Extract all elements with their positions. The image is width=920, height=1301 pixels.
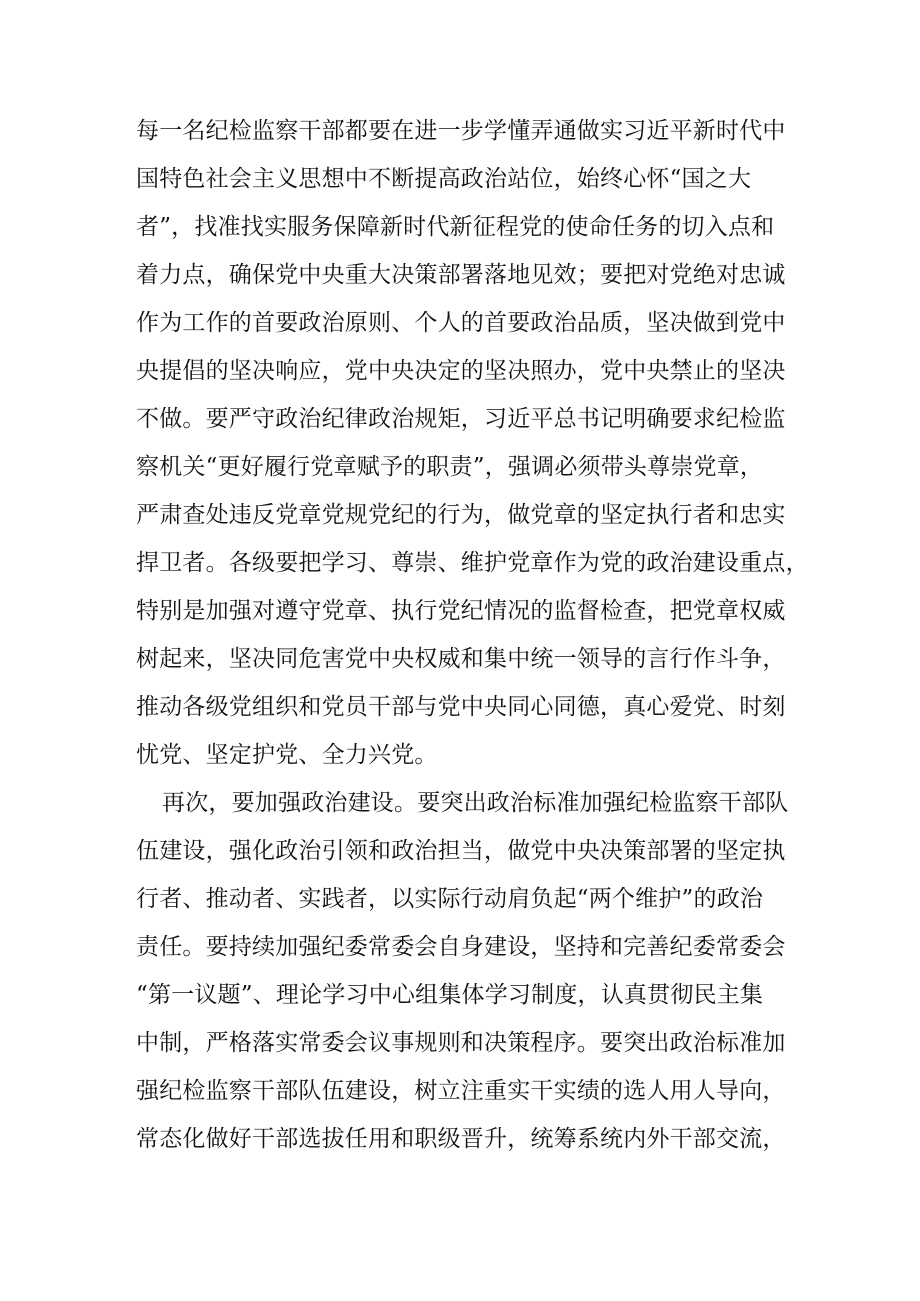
text-line: 忧党、坚定护党、全力兴党。 [136,742,438,768]
text-line: 推动各级党组织和党员干部与党中央同心同德，真心爱党、时刻 [136,694,786,720]
paragraph-first-line: 再次，要加强政治建设。要突出政治标准加强纪检监察干部队 [162,790,789,816]
text-line: 央提倡的坚决响应，党中央决定的坚决照办，党中央禁止的坚决 [136,358,786,384]
text-line: 不做。要严守政治纪律政治规矩，习近平总书记明确要求纪检监 [136,406,786,432]
text-line: “第一议题”、理论学习中心组集体学习制度，认真贯彻民主集 [136,982,764,1008]
text-line: 作为工作的首要政治原则、个人的首要政治品质，坚决做到党中 [136,310,786,336]
text-line: 责任。要持续加强纪委常委会自身建设，坚持和完善纪委常委会 [136,934,786,960]
text-line: 国特色社会主义思想中不断提高政治站位，始终心怀“国之大 [136,166,752,192]
text-line: 伍建设，强化政治引领和政治担当，做党中央决策部署的坚定执 [136,838,786,864]
text-line: 中制，严格落实常委会议事规则和决策程序。要突出政治标准加 [136,1030,786,1056]
text-line: 每一名纪检监察干部都要在进一步学懂弄通做实习近平新时代中 [136,118,786,144]
text-line: 捍卫者。各级要把学习、尊崇、维护党章作为党的政治建设重点， [136,550,809,576]
text-line: 强纪检监察干部队伍建设，树立注重实干实绩的选人用人导向， [136,1078,786,1104]
text-line: 树起来，坚决同危害党中央权威和集中统一领导的言行作斗争， [136,646,786,672]
text-line: 察机关“更好履行党章赋予的职责”，强调必须带头尊崇党章， [136,454,764,480]
text-line: 行者、推动者、实践者，以实际行动肩负起“两个维护”的政治 [136,886,764,912]
text-line: 常态化做好干部选拔任用和职级晋升，统筹系统内外干部交流， [136,1126,786,1152]
text-line: 者”，找准找实服务保障新时代新征程党的使命任务的切入点和 [136,214,775,240]
text-line: 严肃查处违反党章党规党纪的行为，做党章的坚定执行者和忠实 [136,502,786,528]
text-line: 特别是加强对遵守党章、执行党纪情况的监督检查，把党章权威 [136,598,786,624]
text-line: 着力点，确保党中央重大决策部署落地见效；要把对党绝对忠诚 [136,262,786,288]
